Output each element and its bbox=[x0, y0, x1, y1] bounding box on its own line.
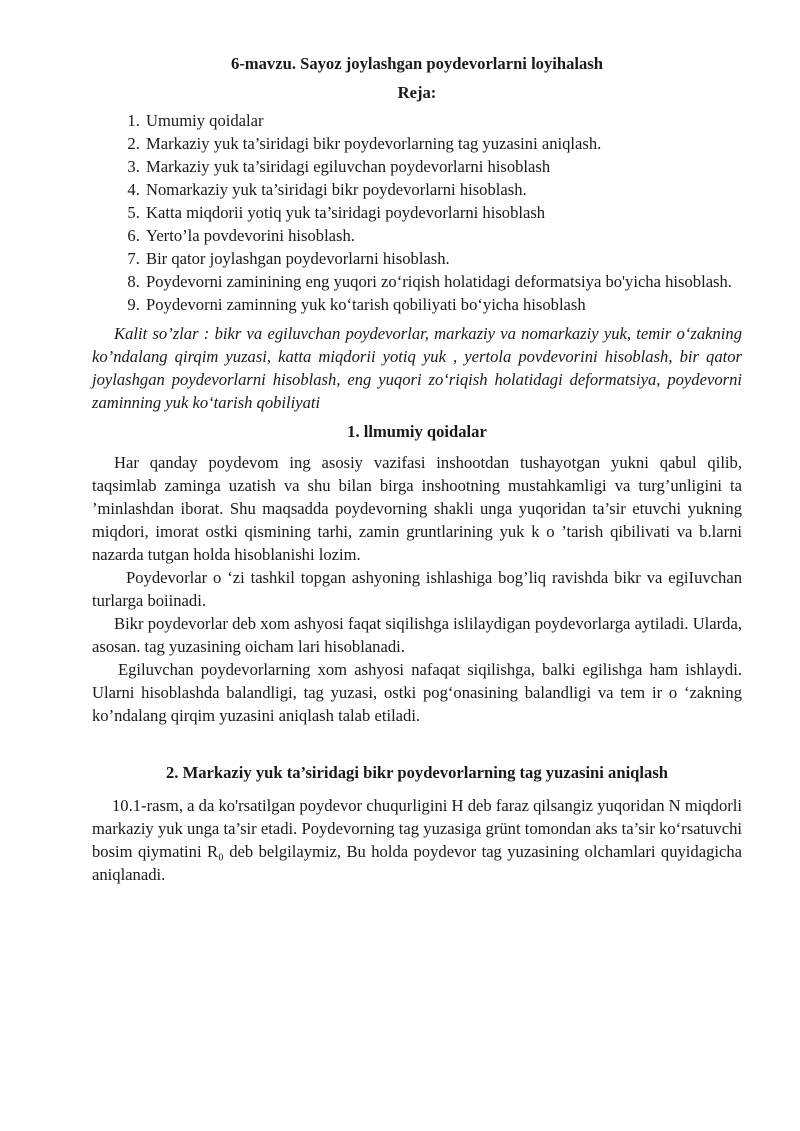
document-title: 6-mavzu. Sayoz joylashgan poydevorlarni loyihalash bbox=[230, 54, 603, 73]
plan-heading: Reja: bbox=[397, 83, 437, 102]
section1-paragraph: Poydevorlar o ‘zi tashkil topgan ashyoning ishlashiga bog’liq ravishda bikr va egiIuvchan turlarga boiinadi. bbox=[92, 568, 742, 610]
plan-item: 5. Katta miqdorii yotiq yuk ta’siridagi poydevorlarni hisoblash bbox=[144, 201, 742, 224]
plan-item: 2. Markaziy yuk ta’siridagi bikr poydevorlarning tag yuzasini aniqlash. bbox=[144, 132, 742, 155]
keywords-paragraph: Kalit so’zlar : bikr va egiluvchan poydevorlar, markaziy va nomarkaziy yuk, temir o‘zakning ko’ndalang qirqim yuzasi, katta miqdorii yotiq yuk , yertola povdevorini hisoblash, bir qator joylashgan poydevorlarni hisoblash, eng yuqori zo‘riqish holatidagi deformatsiya, poydevorni zaminning yuk ko‘tarish qobiliyati bbox=[92, 324, 742, 412]
plan-item: 6. Yerto’la povdevorini hisoblash. bbox=[144, 224, 742, 247]
section2-heading: 2. Markaziy yuk ta’siridagi bikr poydevorlarning tag yuzasini aniqlash bbox=[165, 763, 669, 782]
section1-paragraph: Har qanday poydevom ing asosiy vazifasi inshootdan tushayotgan yukni qabul qilib, taqsimlab zaminga uzatish va shu bilan birga inshootning mustahkamligi va turg’unligini ta ’minlashdan iborat. Shu maqsadda poydevorning shakli unga yuqoridan ta’sir etuvchi yukning miqdori, imorat ostki qismining tarhi, zamin gruntlarining yuk k o ’tarish qibilivati va b.larni nazarda tutgan holda hisoblanishi lozim. bbox=[92, 453, 742, 564]
section2-paragraph: 10.1-rasm, a da ko'rsatilgan poydevor chuqurligini H deb faraz qilsangiz yuqoridan N miqdorli markaziy yuk unga ta’sir etadi. Poydevorning tag yuzasiga grünt tomondan aks ta’sir ko‘rsatuvchi bosim qiymatini R₀ deb belgilaymiz, Bu holda poydevor tag yuzasining olchamlari quyidagicha aniqlanadi. bbox=[92, 796, 742, 884]
section1-paragraph: Egiluvchan poydevorlarning xom ashyosi nafaqat siqilishga, balki egilishga ham ishlaydi. Ularni hisoblashda balandligi, tag yuzasi, ostki pog‘onasining balandligi va tem ir o ‘zakning ko’ndalang qirqim yuzasini aniqlash talab etiladi. bbox=[92, 660, 742, 725]
plan-item: 1. Umumiy qoidalar bbox=[144, 109, 742, 132]
plan-item: 9. Poydevorni zaminning yuk ko‘tarish qobiliyati bo‘yicha hisoblash bbox=[144, 293, 742, 316]
plan-item: 7. Bir qator joylashgan poydevorlarni hisoblash. bbox=[144, 247, 742, 270]
plan-item: 8. Poydevorni zaminining eng yuqori zo‘riqish holatidagi deformatsiya bo'yicha hisoblash. bbox=[144, 270, 742, 293]
document-page bbox=[92, 52, 742, 886]
plan-item: 3. Markaziy yuk ta’siridagi egiluvchan poydevorlarni hisoblash bbox=[144, 155, 742, 178]
section1-heading: 1. llmumiy qoidalar bbox=[347, 422, 487, 441]
plan-list bbox=[92, 109, 742, 316]
plan-item: 4. Nomarkaziy yuk ta’siridagi bikr poydevorlarni hisoblash. bbox=[144, 178, 742, 201]
section1-paragraph: Bikr poydevorlar deb xom ashyosi faqat siqilishga islilaydigan poydevorlarga aytiladi. Ularda, asosan. tag yuzasining oicham lari hisoblanadi. bbox=[92, 614, 742, 656]
